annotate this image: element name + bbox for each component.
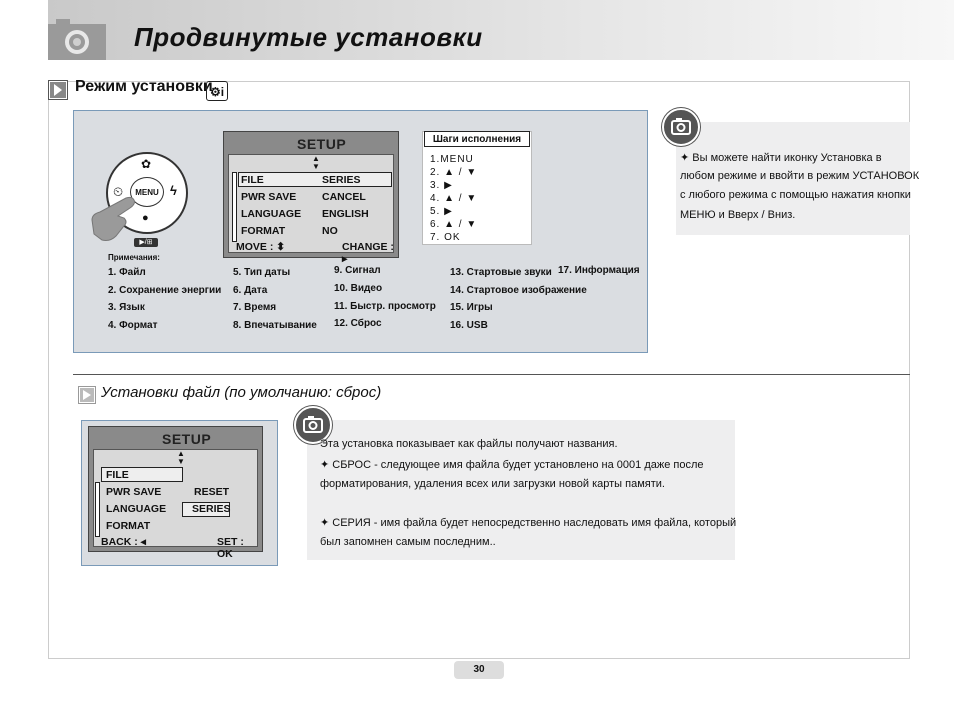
lcd-footer-left: BACK : ◂ [101, 536, 146, 548]
lcd-row-label: FILE [106, 469, 129, 481]
lcd-row-label: LANGUAGE [106, 503, 167, 515]
playback-badge: ▶/⊞ [134, 238, 158, 247]
lcd-footer-right: SET : OK [217, 536, 244, 560]
step-item: 7. OK [430, 232, 461, 243]
lcd-row-label: FORMAT [241, 225, 286, 237]
note-item: 12. Сброс [334, 318, 382, 329]
page-title: Продвинутые установки [134, 22, 483, 52]
lcd-row-value: ENGLISH [322, 208, 369, 220]
note-item: 16. USB [450, 320, 488, 331]
step-item: 3. ▶ [430, 180, 453, 191]
camera-icon [48, 16, 106, 60]
lcd-row-label: LANGUAGE [241, 208, 302, 220]
lcd-row-value: SERIES [192, 503, 231, 515]
section-arrow-icon [78, 386, 96, 404]
info-text-line: ✦ СЕРИЯ - имя файла будет непосредственно наследовать имя файла, который [320, 517, 737, 529]
steps-title: Шаги исполнения [424, 131, 530, 147]
note-item: 9. Сигнал [334, 265, 381, 276]
note-item: 4. Формат [108, 320, 158, 331]
note-item: 10. Видео [334, 283, 383, 294]
note-item: 17. Информация [558, 265, 640, 276]
page-number: 30 [454, 661, 504, 679]
note-item: 7. Время [233, 302, 277, 313]
step-item: 2. ▲ / ▼ [430, 167, 478, 178]
voice-icon: ● [142, 212, 149, 224]
lcd-row-label: PWR SAVE [241, 191, 297, 203]
lcd-row-value: NO [322, 225, 338, 237]
setup-mode-icon: ⚙i [206, 81, 228, 101]
note-item: 11. Быстр. просмотр [334, 301, 436, 312]
lcd-footer-right: CHANGE : ▸ [342, 241, 394, 265]
note-item: 8. Впечатывание [233, 320, 317, 331]
info-text-line: ✦ Вы можете найти иконку Установка в [680, 152, 882, 164]
lcd-row-value: RESET [194, 486, 230, 498]
note-item: 6. Дата [233, 285, 268, 296]
info-text-line: с любого режима с помощью нажатия кнопки [680, 189, 911, 201]
step-item: 1.MENU [430, 154, 474, 165]
lcd-footer-left: MOVE : ⬍ [236, 241, 286, 253]
notes-title: Примечания: [108, 253, 160, 262]
lcd-title: SETUP [297, 136, 347, 152]
step-item: 5. ▶ [430, 206, 453, 217]
note-item: 14. Стартовое изображение [450, 285, 587, 296]
file-lcd-screen [88, 426, 263, 560]
info-text-line: любом режиме и ввойти в режим УСТАНОВОК [680, 170, 920, 182]
note-item: 5. Тип даты [233, 267, 291, 278]
info-text-line: Эта установка показывает как файлы получают названия. [320, 438, 618, 450]
section-title-file-settings: Установки файл (по умолчанию: сброс) [101, 384, 382, 401]
info-text-line: ✦ СБРОС - следующее имя файла будет установлено на 0001 даже после [320, 459, 704, 471]
camera-tip-icon [662, 108, 700, 146]
note-item: 2. Сохранение энергии [108, 285, 222, 296]
info-text-line: был запомнен самым последним.. [320, 536, 496, 548]
note-item: 13. Стартовые звуки [450, 267, 552, 278]
note-item: 15. Игры [450, 302, 493, 313]
step-item: 6. ▲ / ▼ [430, 219, 478, 230]
info-text-line: форматирования, удаления всех или загрузки новой карты памяти. [320, 478, 665, 490]
hand-pointer-icon [86, 186, 146, 246]
section-title-setup-mode: Режим установки [75, 78, 213, 95]
section-arrow-icon [48, 80, 68, 100]
lcd-title: SETUP [162, 431, 212, 447]
lcd-row-label: PWR SAVE [106, 486, 162, 498]
lcd-row-value: SERIES [322, 174, 361, 186]
step-item: 4. ▲ / ▼ [430, 193, 478, 204]
note-item: 1. Файл [108, 267, 146, 278]
up-down-icon: ▲ ▼ [312, 154, 320, 171]
self-timer-icon: ⏲ [113, 184, 124, 199]
scrollbar [232, 172, 237, 242]
info-text-line: МЕНЮ и Вверх / Вниз. [680, 209, 796, 221]
setup-lcd-screen [223, 131, 399, 265]
lcd-row-label: FORMAT [106, 520, 151, 532]
flash-icon: ϟ [170, 183, 177, 198]
menu-button[interactable]: MENU [130, 177, 164, 207]
lcd-row-value: CANCEL [322, 191, 366, 203]
section-divider [73, 374, 910, 375]
macro-icon: ✿ [141, 157, 152, 171]
note-item: 3. Язык [108, 302, 145, 313]
lcd-row-label: FILE [241, 174, 264, 186]
scrollbar [95, 482, 100, 537]
up-down-icon: ▲ ▼ [177, 449, 185, 466]
